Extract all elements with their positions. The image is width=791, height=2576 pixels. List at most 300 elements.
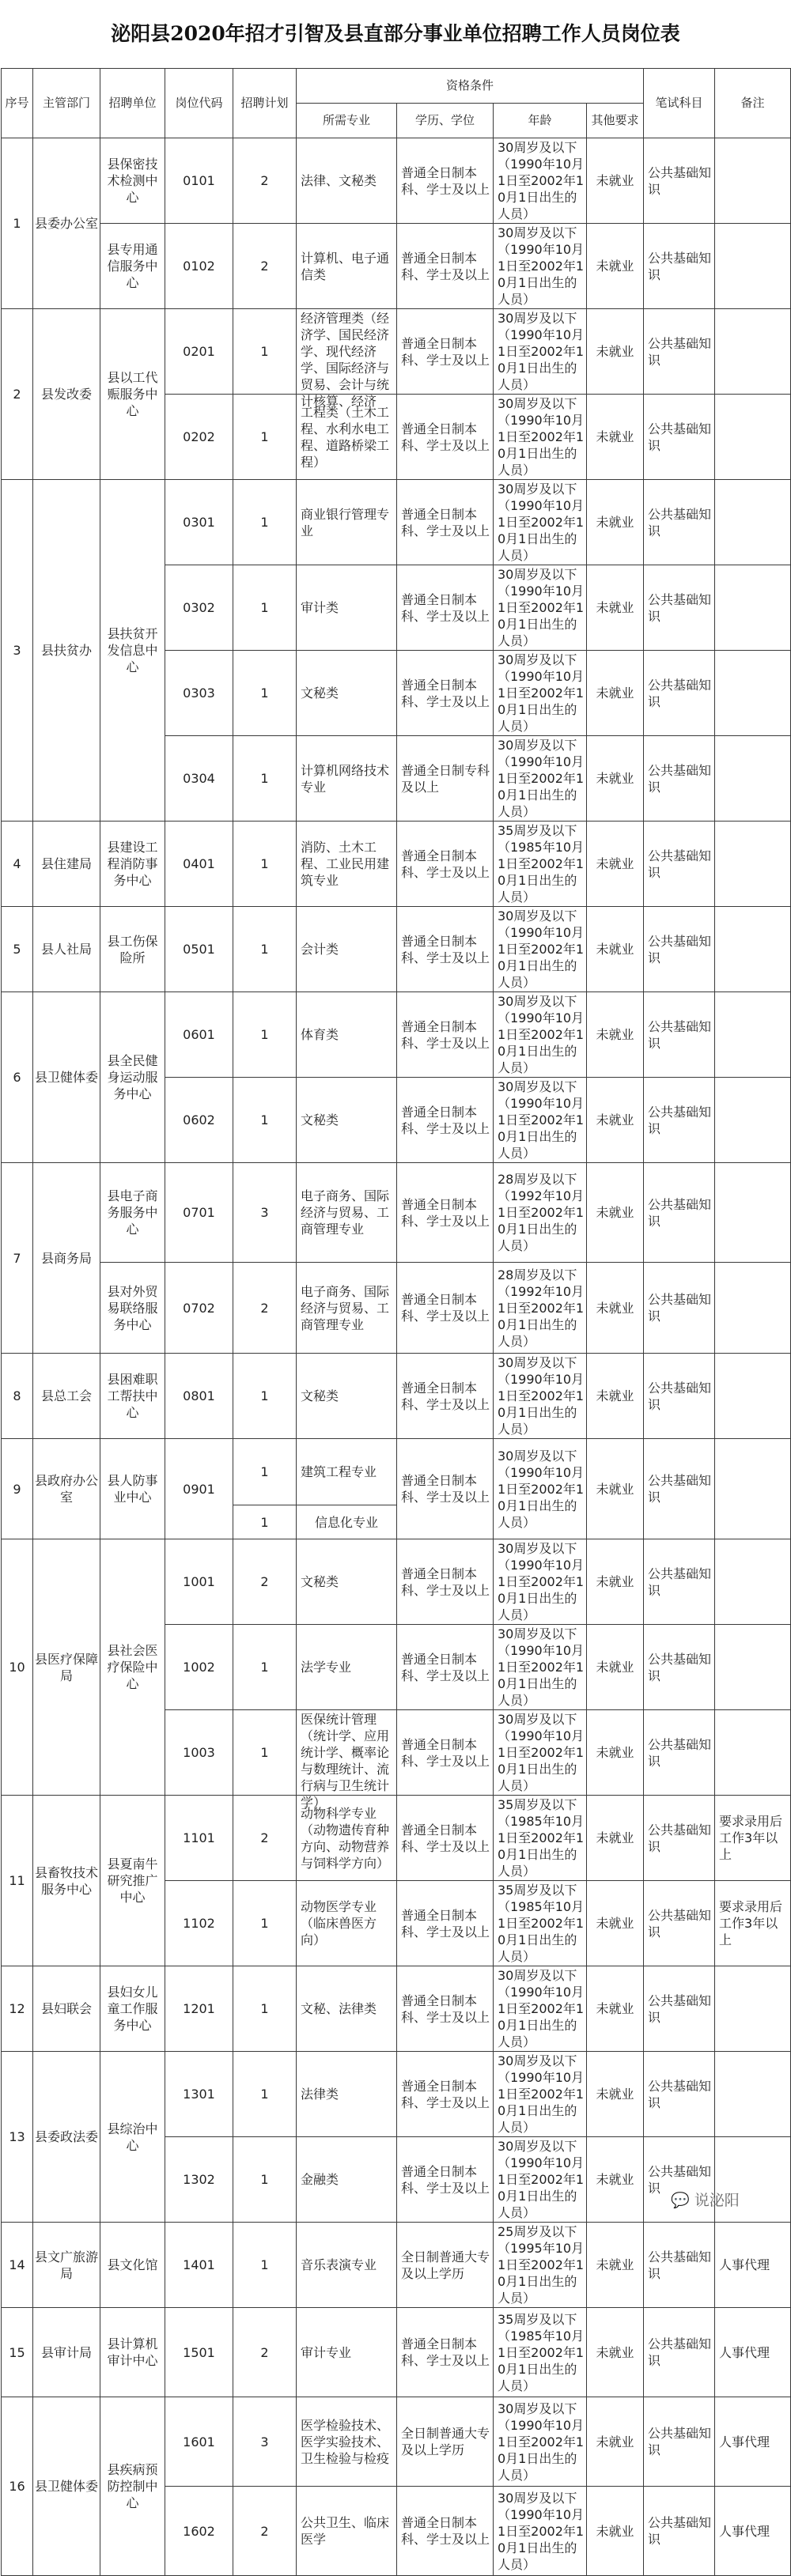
dept-cell: 县委办公室 [33, 138, 100, 309]
other-cell: 未就业 [587, 2487, 644, 2576]
exam-cell: 公共基础知识 [644, 992, 715, 1078]
code-cell: 0501 [165, 907, 233, 992]
header-major: 所需专业 [297, 104, 397, 138]
other-cell: 未就业 [587, 565, 644, 651]
note-cell [715, 907, 791, 992]
exam-cell: 公共基础知识 [644, 138, 715, 224]
table-row [2, 907, 791, 992]
plan-cell: 1 [233, 1881, 297, 1966]
dept-cell: 县审计局 [33, 2308, 100, 2397]
edu-cell: 普通全日制本科、学士及以上 [397, 309, 494, 395]
note-cell [715, 1263, 791, 1354]
chat-bubble-icon: 💬 [671, 2192, 690, 2209]
age-cell: 30周岁及以下（1990年10月1日至2002年10月1日出生的人员） [494, 138, 587, 224]
note-cell [715, 1710, 791, 1796]
seq-cell: 11 [2, 1796, 33, 1966]
exam-cell: 公共基础知识 [644, 2223, 715, 2308]
table-row [2, 1354, 791, 1439]
note-cell [715, 1163, 791, 1263]
exam-cell: 公共基础知识 [644, 565, 715, 651]
code-cell: 0102 [165, 224, 233, 309]
unit-cell: 县全民健身运动服务中心 [100, 992, 165, 1163]
other-cell: 未就业 [587, 1625, 644, 1710]
dept-cell: 县总工会 [33, 1354, 100, 1439]
code-cell: 1601 [165, 2397, 233, 2487]
age-cell: 30周岁及以下（1990年10月1日至2002年10月1日出生的人员） [494, 224, 587, 309]
other-cell: 未就业 [587, 651, 644, 736]
age-cell: 30周岁及以下（1990年10月1日至2002年10月1日出生的人员） [494, 2397, 587, 2487]
exam-cell: 公共基础知识 [644, 2397, 715, 2487]
unit-cell: 县夏南牛研究推广中心 [100, 1796, 165, 1966]
major-cell: 音乐表演专业 [297, 2223, 397, 2308]
note-cell [715, 822, 791, 907]
exam-cell: 公共基础知识 [644, 1966, 715, 2052]
age-cell: 30周岁及以下（1990年10月1日至2002年10月1日出生的人员） [494, 480, 587, 565]
table-row [2, 2223, 791, 2308]
major-cell: 工程类（土木工程、水利水电工程、道路桥梁工程） [297, 395, 397, 480]
major-cell: 计算机、电子通信类 [297, 224, 397, 309]
major-cell: 文秘类 [297, 651, 397, 736]
header-conditions: 资格条件 [297, 69, 644, 104]
note-cell [715, 736, 791, 822]
exam-cell: 公共基础知识 [644, 1881, 715, 1966]
age-cell: 35周岁及以下（1985年10月1日至2002年10月1日出生的人员） [494, 1796, 587, 1881]
unit-cell: 县疾病预防控制中心 [100, 2397, 165, 2576]
other-cell: 未就业 [587, 1163, 644, 1263]
plan-cell: 1 [233, 2052, 297, 2137]
table-row [2, 2308, 791, 2397]
other-cell: 未就业 [587, 992, 644, 1078]
unit-cell: 县对外贸易联络服务中心 [100, 1263, 165, 1354]
table-row [2, 822, 791, 907]
age-cell: 30周岁及以下（1990年10月1日至2002年10月1日出生的人员） [494, 907, 587, 992]
code-cell: 1002 [165, 1625, 233, 1710]
unit-cell: 县电子商务服务中心 [100, 1163, 165, 1263]
code-cell: 0302 [165, 565, 233, 651]
plan-cell: 1 [233, 1625, 297, 1710]
other-cell: 未就业 [587, 309, 644, 395]
edu-cell: 全日制普通大专及以上学历 [397, 2397, 494, 2487]
unit-cell: 县工伤保险所 [100, 907, 165, 992]
header-plan: 招聘计划 [233, 69, 297, 138]
other-cell: 未就业 [587, 1439, 644, 1539]
exam-cell: 公共基础知识 [644, 395, 715, 480]
other-cell: 未就业 [587, 2137, 644, 2223]
edu-cell: 普通全日制本科、学士及以上 [397, 992, 494, 1078]
major-cell: 金融类 [297, 2137, 397, 2223]
code-cell: 1201 [165, 1966, 233, 2052]
code-cell: 1602 [165, 2487, 233, 2576]
header-seq: 序号 [2, 69, 33, 138]
table-row [2, 480, 791, 565]
major-cell: 审计专业 [297, 2308, 397, 2397]
edu-cell: 普通全日制本科、学士及以上 [397, 138, 494, 224]
exam-cell: 公共基础知识 [644, 224, 715, 309]
seq-cell: 6 [2, 992, 33, 1163]
unit-cell: 县社会医疗保险中心 [100, 1539, 165, 1796]
other-cell: 未就业 [587, 2052, 644, 2137]
edu-cell: 普通全日制专科及以上 [397, 736, 494, 822]
table-row [2, 1263, 791, 1354]
edu-cell: 普通全日制本科、学士及以上 [397, 1625, 494, 1710]
exam-cell: 公共基础知识 [644, 1796, 715, 1881]
dept-cell: 县发改委 [33, 309, 100, 480]
plan-cell: 2 [233, 1263, 297, 1354]
seq-cell: 8 [2, 1354, 33, 1439]
exam-cell: 公共基础知识 [644, 2137, 715, 2223]
age-cell: 28周岁及以下（1992年10月1日至2002年10月1日出生的人员） [494, 1263, 587, 1354]
dept-cell: 县人社局 [33, 907, 100, 992]
edu-cell: 普通全日制本科、学士及以上 [397, 1881, 494, 1966]
code-cell: 0303 [165, 651, 233, 736]
unit-cell: 县建设工程消防事务中心 [100, 822, 165, 907]
table-row [2, 1539, 791, 1625]
note-cell [715, 224, 791, 309]
plan-cell: 1 [233, 2137, 297, 2223]
edu-cell: 普通全日制本科、学士及以上 [397, 1796, 494, 1881]
exam-cell: 公共基础知识 [644, 2052, 715, 2137]
table-row [2, 309, 791, 395]
other-cell: 未就业 [587, 1263, 644, 1354]
edu-cell: 普通全日制本科、学士及以上 [397, 2052, 494, 2137]
exam-cell: 公共基础知识 [644, 1710, 715, 1796]
note-cell [715, 565, 791, 651]
major-cell: 审计类 [297, 565, 397, 651]
plan-cell: 1 [233, 907, 297, 992]
seq-cell: 4 [2, 822, 33, 907]
dept-cell: 县卫健体委 [33, 2397, 100, 2576]
major-cell: 体育类 [297, 992, 397, 1078]
other-cell: 未就业 [587, 2308, 644, 2397]
note-cell [715, 480, 791, 565]
exam-cell: 公共基础知识 [644, 1439, 715, 1539]
exam-cell: 公共基础知识 [644, 822, 715, 907]
note-cell [715, 395, 791, 480]
age-cell: 30周岁及以下（1990年10月1日至2002年10月1日出生的人员） [494, 309, 587, 395]
table-row [2, 1796, 791, 1881]
note-cell [715, 651, 791, 736]
seq-cell: 14 [2, 2223, 33, 2308]
dept-cell: 县文广旅游局 [33, 2223, 100, 2308]
major-cell: 经济管理类（经济学、国民经济学、现代经济学、国际经济与贸易、会计与统计核算、经济 [297, 309, 397, 395]
table-row [2, 1163, 791, 1263]
other-cell: 未就业 [587, 1354, 644, 1439]
seq-cell: 7 [2, 1163, 33, 1354]
dept-cell: 县委政法委 [33, 2052, 100, 2223]
other-cell: 未就业 [587, 1796, 644, 1881]
unit-cell: 县专用通信服务中心 [100, 224, 165, 309]
watermark-text: 说泌阳 [694, 2192, 740, 2209]
edu-cell: 普通全日制本科、学士及以上 [397, 224, 494, 309]
plan-cell: 1 [233, 822, 297, 907]
plan-cell: 2 [233, 138, 297, 224]
exam-cell: 公共基础知识 [644, 907, 715, 992]
edu-cell: 普通全日制本科、学士及以上 [397, 2487, 494, 2576]
code-cell: 0601 [165, 992, 233, 1078]
unit-cell: 县保密技术检测中心 [100, 138, 165, 224]
plan-cell: 1 [233, 651, 297, 736]
plan-cell: 1 [233, 1966, 297, 2052]
page-title: 泌阳县2020年招才引智及县直部分事业单位招聘工作人员岗位表 [111, 22, 680, 45]
table-row [2, 2052, 791, 2137]
age-cell: 30周岁及以下（1990年10月1日至2002年10月1日出生的人员） [494, 1439, 587, 1539]
age-cell: 30周岁及以下（1990年10月1日至2002年10月1日出生的人员） [494, 1625, 587, 1710]
exam-cell: 公共基础知识 [644, 309, 715, 395]
age-cell: 30周岁及以下（1990年10月1日至2002年10月1日出生的人员） [494, 1966, 587, 2052]
other-cell: 未就业 [587, 138, 644, 224]
major-cell: 医保统计管理（统计学、应用统计学、概率论与数理统计、流行病与卫生统计学） [297, 1710, 397, 1796]
watermark [671, 2189, 740, 2210]
exam-cell: 公共基础知识 [644, 736, 715, 822]
dept-cell: 县住建局 [33, 822, 100, 907]
seq-cell: 10 [2, 1539, 33, 1796]
table-row [2, 138, 791, 224]
major-cell: 法律类 [297, 2052, 397, 2137]
code-cell: 0304 [165, 736, 233, 822]
code-cell: 1301 [165, 2052, 233, 2137]
age-cell: 35周岁及以下（1985年10月1日至2002年10月1日出生的人员） [494, 822, 587, 907]
edu-cell: 普通全日制本科、学士及以上 [397, 1354, 494, 1439]
edu-cell: 普通全日制本科、学士及以上 [397, 1539, 494, 1625]
other-cell: 未就业 [587, 1966, 644, 2052]
age-cell: 30周岁及以下（1990年10月1日至2002年10月1日出生的人员） [494, 1539, 587, 1625]
major-cell: 医学检验技术、医学实验技术、卫生检验与检疫 [297, 2397, 397, 2487]
age-cell: 35周岁及以下（1985年10月1日至2002年10月1日出生的人员） [494, 1881, 587, 1966]
table-row [2, 224, 791, 309]
plan-cell: 1 [233, 1439, 297, 1505]
exam-cell: 公共基础知识 [644, 480, 715, 565]
edu-cell: 普通全日制本科、学士及以上 [397, 822, 494, 907]
exam-cell: 公共基础知识 [644, 1078, 715, 1163]
plan-cell: 1 [233, 395, 297, 480]
age-cell: 30周岁及以下（1990年10月1日至2002年10月1日出生的人员） [494, 736, 587, 822]
major-cell: 计算机网络技术专业 [297, 736, 397, 822]
code-cell: 1102 [165, 1881, 233, 1966]
edu-cell: 普通全日制本科、学士及以上 [397, 1439, 494, 1539]
major-cell: 文秘类 [297, 1078, 397, 1163]
age-cell: 30周岁及以下（1990年10月1日至2002年10月1日出生的人员） [494, 565, 587, 651]
other-cell: 未就业 [587, 224, 644, 309]
seq-cell: 13 [2, 2052, 33, 2223]
code-cell: 0801 [165, 1354, 233, 1439]
exam-cell: 公共基础知识 [644, 1625, 715, 1710]
major-cell: 文秘类 [297, 1539, 397, 1625]
exam-cell: 公共基础知识 [644, 1263, 715, 1354]
other-cell: 未就业 [587, 1710, 644, 1796]
edu-cell: 普通全日制本科、学士及以上 [397, 395, 494, 480]
plan-cell: 2 [233, 1796, 297, 1881]
plan-cell: 1 [233, 1505, 297, 1539]
seq-cell: 2 [2, 309, 33, 480]
major-cell: 法学专业 [297, 1625, 397, 1710]
code-cell: 0401 [165, 822, 233, 907]
edu-cell: 普通全日制本科、学士及以上 [397, 1078, 494, 1163]
other-cell: 未就业 [587, 907, 644, 992]
other-cell: 未就业 [587, 395, 644, 480]
header-code: 岗位代码 [165, 69, 233, 138]
plan-cell: 2 [233, 224, 297, 309]
unit-cell: 县妇女儿童工作服务中心 [100, 1966, 165, 2052]
dept-cell: 县扶贫办 [33, 480, 100, 822]
major-cell: 法律、文秘类 [297, 138, 397, 224]
plan-cell: 3 [233, 1163, 297, 1263]
major-cell: 商业银行管理专业 [297, 480, 397, 565]
seq-cell: 16 [2, 2397, 33, 2576]
code-cell: 0201 [165, 309, 233, 395]
code-cell: 1302 [165, 2137, 233, 2223]
age-cell: 30周岁及以下（1990年10月1日至2002年10月1日出生的人员） [494, 1710, 587, 1796]
seq-cell: 12 [2, 1966, 33, 2052]
table-row [2, 1966, 791, 2052]
edu-cell: 全日制普通大专及以上学历 [397, 2223, 494, 2308]
code-cell: 0602 [165, 1078, 233, 1163]
note-cell: 人事代理 [715, 2397, 791, 2487]
major-cell: 信息化专业 [297, 1505, 397, 1539]
other-cell: 未就业 [587, 1539, 644, 1625]
seq-cell: 3 [2, 480, 33, 822]
age-cell: 30周岁及以下（1990年10月1日至2002年10月1日出生的人员） [494, 395, 587, 480]
code-cell: 1501 [165, 2308, 233, 2397]
age-cell: 30周岁及以下（1990年10月1日至2002年10月1日出生的人员） [494, 2137, 587, 2223]
major-cell: 公共卫生、临床医学 [297, 2487, 397, 2576]
other-cell: 未就业 [587, 2397, 644, 2487]
note-cell [715, 2052, 791, 2137]
other-cell: 未就业 [587, 822, 644, 907]
exam-cell: 公共基础知识 [644, 1539, 715, 1625]
other-cell: 未就业 [587, 480, 644, 565]
table-row [2, 992, 791, 1078]
table-body [2, 138, 791, 2576]
table-row [2, 2397, 791, 2487]
other-cell: 未就业 [587, 1078, 644, 1163]
plan-cell: 3 [233, 2397, 297, 2487]
code-cell: 1401 [165, 2223, 233, 2308]
note-cell [715, 1354, 791, 1439]
dept-cell: 县妇联会 [33, 1966, 100, 2052]
unit-cell: 县以工代赈服务中心 [100, 309, 165, 480]
dept-cell: 县医疗保障局 [33, 1539, 100, 1796]
dept-cell: 县商务局 [33, 1163, 100, 1354]
age-cell: 28周岁及以下（1992年10月1日至2002年10月1日出生的人员） [494, 1163, 587, 1263]
code-cell: 0901 [165, 1439, 233, 1539]
edu-cell: 普通全日制本科、学士及以上 [397, 1163, 494, 1263]
code-cell: 0202 [165, 395, 233, 480]
table-row [2, 1439, 791, 1505]
plan-cell: 1 [233, 309, 297, 395]
header-exam: 笔试科目 [644, 69, 715, 138]
edu-cell: 普通全日制本科、学士及以上 [397, 2137, 494, 2223]
edu-cell: 普通全日制本科、学士及以上 [397, 565, 494, 651]
age-cell: 30周岁及以下（1990年10月1日至2002年10月1日出生的人员） [494, 1354, 587, 1439]
age-cell: 25周岁及以下（1995年10月1日至2002年10月1日出生的人员） [494, 2223, 587, 2308]
code-cell: 0701 [165, 1163, 233, 1263]
code-cell: 0702 [165, 1263, 233, 1354]
code-cell: 0101 [165, 138, 233, 224]
other-cell: 未就业 [587, 1881, 644, 1966]
unit-cell: 县困难职工帮扶中心 [100, 1354, 165, 1439]
header-other: 其他要求 [587, 104, 644, 138]
code-cell: 1101 [165, 1796, 233, 1881]
dept-cell: 县畜牧技术服务中心 [33, 1796, 100, 1966]
edu-cell: 普通全日制本科、学士及以上 [397, 1710, 494, 1796]
age-cell: 30周岁及以下（1990年10月1日至2002年10月1日出生的人员） [494, 2487, 587, 2576]
edu-cell: 普通全日制本科、学士及以上 [397, 480, 494, 565]
header-unit: 招聘单位 [100, 69, 165, 138]
note-cell: 人事代理 [715, 2223, 791, 2308]
unit-cell: 县文化馆 [100, 2223, 165, 2308]
header-dept: 主管部门 [33, 69, 100, 138]
exam-cell: 公共基础知识 [644, 1163, 715, 1263]
note-cell [715, 1539, 791, 1625]
age-cell: 30周岁及以下（1990年10月1日至2002年10月1日出生的人员） [494, 2052, 587, 2137]
edu-cell: 普通全日制本科、学士及以上 [397, 907, 494, 992]
exam-cell: 公共基础知识 [644, 1354, 715, 1439]
note-cell: 人事代理 [715, 2487, 791, 2576]
plan-cell: 1 [233, 992, 297, 1078]
age-cell: 35周岁及以下（1985年10月1日至2002年10月1日出生的人员） [494, 2308, 587, 2397]
header-age: 年龄 [494, 104, 587, 138]
seq-cell: 9 [2, 1439, 33, 1539]
seq-cell: 5 [2, 907, 33, 992]
note-cell [715, 1078, 791, 1163]
unit-cell: 县综治中心 [100, 2052, 165, 2223]
unit-cell: 县扶贫开发信息中心 [100, 480, 165, 822]
seq-cell: 1 [2, 138, 33, 309]
edu-cell: 普通全日制本科、学士及以上 [397, 1966, 494, 2052]
unit-cell: 县计算机审计中心 [100, 2308, 165, 2397]
other-cell: 未就业 [587, 736, 644, 822]
major-cell: 会计类 [297, 907, 397, 992]
plan-cell: 1 [233, 1078, 297, 1163]
major-cell: 电子商务、国际经济与贸易、工商管理专业 [297, 1263, 397, 1354]
major-cell: 消防、土木工程、工业民用建筑专业 [297, 822, 397, 907]
major-cell: 文秘类 [297, 1354, 397, 1439]
exam-cell: 公共基础知识 [644, 2487, 715, 2576]
plan-cell: 1 [233, 565, 297, 651]
note-cell: 要求录用后工作3年以上 [715, 1881, 791, 1966]
note-cell [715, 309, 791, 395]
plan-cell: 1 [233, 1354, 297, 1439]
edu-cell: 普通全日制本科、学士及以上 [397, 651, 494, 736]
major-cell: 电子商务、国际经济与贸易、工商管理专业 [297, 1163, 397, 1263]
dept-cell: 县政府办公室 [33, 1439, 100, 1539]
age-cell: 30周岁及以下（1990年10月1日至2002年10月1日出生的人员） [494, 1078, 587, 1163]
major-cell: 建筑工程专业 [297, 1439, 397, 1505]
dept-cell: 县卫健体委 [33, 992, 100, 1163]
edu-cell: 普通全日制本科、学士及以上 [397, 1263, 494, 1354]
note-cell [715, 1966, 791, 2052]
exam-cell: 公共基础知识 [644, 651, 715, 736]
plan-cell: 1 [233, 736, 297, 822]
code-cell: 0301 [165, 480, 233, 565]
header-note: 备注 [715, 69, 791, 138]
major-cell: 文秘、法律类 [297, 1966, 397, 2052]
code-cell: 1001 [165, 1539, 233, 1625]
age-cell: 30周岁及以下（1990年10月1日至2002年10月1日出生的人员） [494, 992, 587, 1078]
major-cell: 动物科学专业（动物遗传育种方向、动物营养与饲料学方向） [297, 1796, 397, 1881]
seq-cell: 15 [2, 2308, 33, 2397]
header-edu: 学历、学位 [397, 104, 494, 138]
age-cell: 30周岁及以下（1990年10月1日至2002年10月1日出生的人员） [494, 651, 587, 736]
note-cell [715, 138, 791, 224]
note-cell: 要求录用后工作3年以上 [715, 1796, 791, 1881]
plan-cell: 2 [233, 2487, 297, 2576]
unit-cell: 县人防事业中心 [100, 1439, 165, 1539]
note-cell: 人事代理 [715, 2308, 791, 2397]
plan-cell: 2 [233, 2308, 297, 2397]
plan-cell: 1 [233, 480, 297, 565]
exam-cell: 公共基础知识 [644, 2308, 715, 2397]
